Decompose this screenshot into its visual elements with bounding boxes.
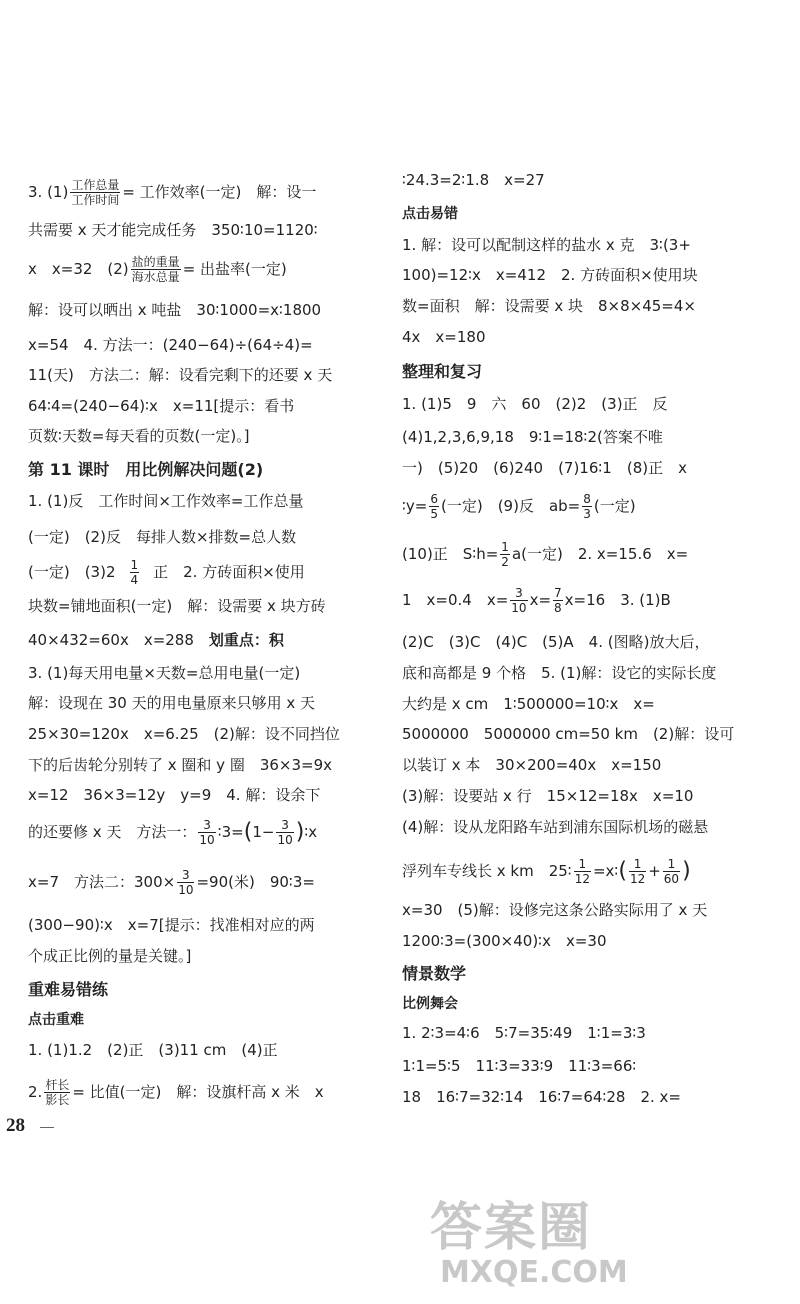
- text-line: x=7 方法二：300× $\frac{3}{10}$ =90(米) 90∶3=: [28, 868, 315, 897]
- text-line: 解：设可以晒出 x 吨盐 30∶1000=x∶1800: [28, 301, 322, 319]
- text-line: 个成正比例的量是关键。]: [28, 947, 192, 965]
- subsection-heading: 点击重难: [28, 1012, 84, 1028]
- fraction: $\frac{3}{10}$: [511, 586, 527, 615]
- text-line: 共需要 x 天才能完成任务 350∶10=1120∶: [28, 221, 318, 239]
- fraction: $\frac{1}{12}$: [574, 857, 590, 886]
- watermark-title: 答案圈: [430, 1198, 593, 1258]
- text-line: x x=32 (2) $\frac{\text{盐的重量}}{\text{海水总量}}$ = 出盐率(一定): [28, 255, 287, 284]
- text-line: 4x x=180: [402, 328, 486, 346]
- fraction: $\frac{3}{10}$: [199, 818, 215, 847]
- text-line: 11(天) 方法二：解：设看完剩下的还要 x 天: [28, 366, 333, 384]
- text-line: 100)=12∶x x=412 2. 方砖面积×使用块: [402, 266, 698, 284]
- text-line: 的还要修 x 天 方法一： $\frac{3}{10}$ ∶3=(1− $\frac{3}{10}$ )∶x: [28, 818, 318, 847]
- fraction: $\frac{1}{4}$: [130, 558, 139, 587]
- text-line: (4)解：设从龙阳路车站到浦东国际机场的磁悬: [402, 818, 709, 836]
- fraction: $\frac{\text{工作总量}}{\text{工作时间}}$: [71, 178, 120, 207]
- text-line: 下的后齿轮分别转了 x 圈和 y 圈 36×3=9x: [28, 756, 333, 774]
- text-line: (3)解：设要站 x 行 15×12=18x x=10: [402, 787, 694, 805]
- section-heading: 重难易错练: [28, 980, 109, 999]
- text-line: 3. (1)每天用电量×天数=总用电量(一定): [28, 664, 301, 682]
- text-line: (一定) (2)反 每排人数×排数=总人数: [28, 528, 297, 546]
- text-line: 数=面积 解：设需要 x 块 8×8×45=4×: [402, 297, 696, 315]
- fraction: $\frac{6}{5}$: [430, 492, 438, 521]
- text-line: 1. 2∶3=4∶6 5∶7=35∶49 1∶1=3∶3: [402, 1024, 646, 1042]
- text-line: 页数∶天数=每天看的页数(一定)。]: [28, 427, 250, 445]
- text-line: 一) (5)20 (6)240 (7)16∶1 (8)正 x: [402, 459, 687, 477]
- text-line: (4)1,2,3,6,9,18 9∶1=18∶2(答案不唯: [402, 428, 663, 446]
- text-line: 1. (1)1.2 (2)正 (3)11 cm (4)正: [28, 1041, 278, 1059]
- page-number-rule: [40, 1127, 54, 1128]
- section-heading: 整理和复习: [402, 362, 483, 381]
- text-line: 解：设现在 30 天的用电量原来只够用 x 天: [28, 694, 316, 712]
- text-line: ∶24.3=2∶1.8 x=27: [402, 171, 545, 189]
- text-line: 大约是 x cm 1∶500000=10∶x x=: [402, 695, 655, 713]
- text-line: 底和高都是 9 个格 5. (1)解：设它的实际长度: [402, 664, 717, 682]
- text-line: 浮列车专线长 x km 25∶ $\frac{1}{12}$ =x∶( $\frac{1}{12}$ + $\frac{1}{60}$ ): [402, 857, 691, 886]
- page-number: 28: [6, 1115, 25, 1136]
- text-line: 1. (1)反 工作时间×工作效率=工作总量: [28, 492, 304, 510]
- fraction: $\frac{1}{2}$: [501, 540, 509, 569]
- text-line: 1. 解：设可以配制这样的盐水 x 克 3∶(3+: [402, 236, 691, 254]
- fraction: $\frac{1}{60}$: [663, 857, 680, 886]
- watermark-logo: [420, 1185, 780, 1300]
- fraction: $\frac{8}{3}$: [583, 492, 591, 521]
- text-line: 1. (1)5 9 六 60 (2)2 (3)正 反: [402, 395, 668, 413]
- text-line: 1∶1=5∶5 11∶3=33∶9 11∶3=66∶: [402, 1057, 637, 1075]
- key-point-label: 划重点：积: [208, 631, 284, 649]
- text-line: 18 16∶7=32∶14 16∶7=64∶28 2. x=: [402, 1088, 681, 1106]
- subsection-heading: 点击易错: [402, 206, 458, 222]
- text-line: 1 x=0.4 x= $\frac{3}{10}$ x= $\frac{7}{8}$ x=16 3. (1)B: [402, 586, 671, 615]
- fraction: $\frac{\text{杆长}}{\text{影长}}$: [45, 1078, 70, 1107]
- text-line: (2)C (3)C (4)C (5)A 4. (图略)放大后，: [402, 633, 710, 651]
- text-line: 2. $\frac{\text{杆长}}{\text{影长}}$ = 比值(一定) 解：设旗杆高 x 米 x: [28, 1078, 324, 1107]
- text-line: 64∶4=(240−64)∶x x=11[提示：看书: [28, 397, 295, 415]
- text-line: ∶y= $\frac{6}{5}$ (一定) (9)反 ab= $\frac{8}{3}$ (一定): [402, 492, 636, 521]
- subsection-heading: 比例舞会: [402, 996, 458, 1012]
- text-line: 3. (1) $\frac{\text{工作总量}}{\text{工作时间}}$ = 工作效率(一定) 解：设一: [28, 178, 317, 207]
- text-line: 块数=铺地面积(一定) 解：设需要 x 块方砖: [28, 597, 326, 615]
- text-line: (10)正 S∶h= $\frac{1}{2}$ a(一定) 2. x=15.6 x=: [402, 540, 689, 569]
- text-line: x=54 4. 方法一：(240−64)÷(64÷4)=: [28, 336, 313, 354]
- text-line: 5000000 5000000 cm=50 km (2)解：设可: [402, 725, 735, 743]
- fraction: $\frac{1}{12}$: [629, 857, 646, 886]
- fraction: $\frac{3}{10}$: [178, 868, 194, 897]
- text-line: (300−90)∶x x=7[提示：找准相对应的两: [28, 916, 315, 934]
- fraction: $\frac{\text{盐的重量}}{\text{海水总量}}$: [131, 255, 180, 284]
- watermark-url: MXQE.COM: [440, 1255, 628, 1290]
- text-line: 40×432=60x x=288 划重点：积: [28, 631, 284, 649]
- lesson-heading: 第 11 课时 用比例解决问题(2): [28, 460, 264, 479]
- text-line: 25×30=120x x=6.25 (2)解：设不同挡位: [28, 725, 340, 743]
- text-line: x=12 36×3=12y y=9 4. 解：设余下: [28, 786, 321, 804]
- fraction: $\frac{7}{8}$: [554, 586, 562, 615]
- section-heading: 情景数学: [402, 964, 467, 983]
- text-line: (一定) (3)2 $\frac{1}{4}$ 正 2. 方砖面积×使用: [28, 558, 305, 587]
- text-line: x=30 (5)解：设修完这条公路实际用了 x 天: [402, 901, 708, 919]
- text-line: 1200∶3=(300×40)∶x x=30: [402, 932, 607, 950]
- text-line: 以装订 x 本 30×200=40x x=150: [402, 756, 662, 774]
- fraction: $\frac{3}{10}$: [277, 818, 293, 847]
